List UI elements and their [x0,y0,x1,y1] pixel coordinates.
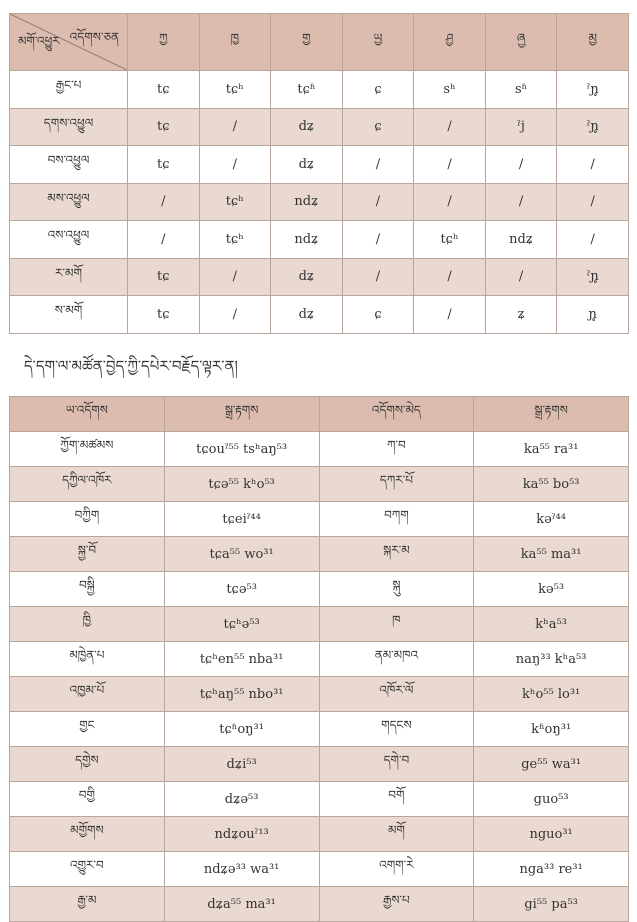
column-header: ཁྱ [199,14,271,71]
table-cell: tɕʰ [199,221,271,259]
pronunciation: nguo³¹ [474,817,629,852]
pronunciation: ka⁵⁵ ra³¹ [474,432,629,467]
table-row [10,572,629,607]
column-header: སྒྲ་རྟགས [164,397,319,432]
table-cell: / [557,221,629,259]
examples-table [9,396,629,922]
table-cell: tɕ [128,71,200,109]
pronunciation: tɕeiˀ⁴⁴ [164,502,319,537]
table-row [10,71,629,109]
table-row [10,432,629,467]
pronunciation: tɕʰə⁵³ [164,607,319,642]
pronunciation: tɕʱoŋ³¹ [164,712,319,747]
row-label: བས་འཕྱུལ [10,146,128,184]
table-cell: dʑ [271,146,343,184]
diagonal-header-cell [10,14,128,71]
table-row [10,108,629,146]
table-row [10,607,629,642]
tibetan-word: གྱང [10,712,165,747]
table-cell: / [128,183,200,221]
table-cell: ndʑ [485,221,557,259]
pronunciation: gi⁵⁵ pa⁵³ [474,887,629,922]
table-cell: ʑ [485,296,557,334]
table-cell: / [485,146,557,184]
table-cell: / [414,296,486,334]
tibetan-word: འགྱུར་བ [10,852,165,887]
table-cell: tɕ [128,296,200,334]
tibetan-word: འཁྱམ་པོ [10,677,165,712]
pronunciation: dʑə⁵³ [164,782,319,817]
tibetan-word: ནམ་མཁའ [319,642,474,677]
column-header: མྱ [557,14,629,71]
table-cell: / [128,221,200,259]
tibetan-word: དཀར་པོ [319,467,474,502]
table-cell: / [414,146,486,184]
pronunciation: dʑa⁵⁵ ma³¹ [164,887,319,922]
table-cell: / [342,258,414,296]
table-cell: sʰ [414,71,486,109]
table-row [10,852,629,887]
table-row [10,537,629,572]
column-header: ཞྱ [485,14,557,71]
table-cell: / [342,183,414,221]
tibetan-word: འགག་རེ [319,852,474,887]
tibetan-word: མཁྱེན་པ [10,642,165,677]
table-cell: tɕ [128,146,200,184]
row-label: དགས་འཕྱུལ [10,108,128,146]
tibetan-word: བཀག [319,502,474,537]
pronunciation: kə⁵³ [474,572,629,607]
table-row [10,747,629,782]
table-cell: / [414,183,486,221]
table-cell: sʱ [485,71,557,109]
table-row [10,502,629,537]
table-cell: ndʑ [271,183,343,221]
tibetan-word: རྒྱ་མ [10,887,165,922]
table-cell: ˀɲ̥ [557,71,629,109]
table-cell: ɲ̥ [557,296,629,334]
table-row [10,782,629,817]
tibetan-word: བསྐྱི [10,572,165,607]
table-cell: ɕ [342,71,414,109]
table-cell: / [557,183,629,221]
table-row [10,642,629,677]
column-header: ཡ་འདོགས [10,397,165,432]
table-row [10,296,629,334]
table-cell: / [485,183,557,221]
column-header: ཀྱ [128,14,200,71]
pronunciation: dʑi⁵³ [164,747,319,782]
tibetan-word: ཁྱི [10,607,165,642]
tibetan-word: དགེ་བ [319,747,474,782]
pronunciation: ka⁵⁵ bo⁵³ [474,467,629,502]
pronunciation: kʰa⁵³ [474,607,629,642]
table-cell: / [342,146,414,184]
table-cell: dʑ [271,108,343,146]
table-cell: tɕʰ [414,221,486,259]
table-cell: ɕ [342,296,414,334]
table-cell: tɕ [128,258,200,296]
tibetan-word: ཁ [319,607,474,642]
row-label: མས་འཕྱུལ [10,183,128,221]
row-label: ས་མགོ [10,296,128,334]
table-cell: tɕʰ [199,71,271,109]
table-row [10,146,629,184]
row-label: རྒྱང་པ [10,71,128,109]
pronunciation: kʰo⁵⁵ lo³¹ [474,677,629,712]
table-row [10,817,629,852]
table-cell: tɕʰ [199,183,271,221]
column-header: ཤྱ [414,14,486,71]
table-cell: dʑ [271,258,343,296]
example-intro-text: དེ་དག་ལ་མཚོན་བྱེད་ཀྱི་དཔེར་བརྗོད་ལྟར་ན། [24,357,238,375]
tibetan-word: སྐྱ་བོ [10,537,165,572]
table-cell: / [199,296,271,334]
tibetan-word: མགོ [319,817,474,852]
table-cell: tɕʱ [271,71,343,109]
corner-bottom-label: མགོ་འཕྱུར [18,34,60,48]
tibetan-word: ཀ་བ [319,432,474,467]
tibetan-word: མགྱོགས [10,817,165,852]
tibetan-word: འཁོར་ལོ [319,677,474,712]
pronunciation: nga³³ re³¹ [474,852,629,887]
table-cell: ˀɲ̥ [557,258,629,296]
table-row [10,887,629,922]
table-cell: / [342,221,414,259]
table-header-row [10,14,629,71]
column-header: ཡྱ [342,14,414,71]
pronunciation: ge⁵⁵ wa³¹ [474,747,629,782]
table-cell: ˀj [485,108,557,146]
table-row [10,712,629,747]
table-cell: ɕ [342,108,414,146]
table-cell: ˀɲ̥ [557,108,629,146]
table-header-row [10,397,629,432]
table-cell: / [199,108,271,146]
table-cell: / [199,258,271,296]
pronunciation: kʱoŋ³¹ [474,712,629,747]
tibetan-word: ཀྱོག་མཚམས [10,432,165,467]
pronunciation: ka⁵⁵ ma³¹ [474,537,629,572]
pronunciation: tɕʰaŋ⁵⁵ nbo³¹ [164,677,319,712]
table-cell: dʑ [271,296,343,334]
table-row [10,221,629,259]
column-header: སྒྲ་རྟགས [474,397,629,432]
tibetan-word: བགྱི [10,782,165,817]
column-header: འདོགས་མེད [319,397,474,432]
pronunciation: kəˀ⁴⁴ [474,502,629,537]
table-row [10,467,629,502]
row-label: འས་འཕྱུལ [10,221,128,259]
pronunciation: tɕə⁵³ [164,572,319,607]
column-header: གྱ [271,14,343,71]
table-row [10,677,629,712]
pronunciation: tɕə⁵⁵ kʰo⁵³ [164,467,319,502]
tibetan-word: སྐར་མ [319,537,474,572]
pronunciation: ndʑə³³ wa³¹ [164,852,319,887]
table-cell: / [414,258,486,296]
table-cell: tɕ [128,108,200,146]
row-label: ར་མགོ [10,258,128,296]
table-row [10,183,629,221]
table-cell: / [557,146,629,184]
tibetan-word: དགྱེས [10,747,165,782]
table-cell: / [414,108,486,146]
pronunciation: guo⁵³ [474,782,629,817]
pronunciation: ndʑouˀ¹³ [164,817,319,852]
tibetan-word: གདངས [319,712,474,747]
pronunciation: tɕʰen⁵⁵ nba³¹ [164,642,319,677]
pronunciation: naŋ³³ kʰa⁵³ [474,642,629,677]
pronunciation: tɕa⁵⁵ wo³¹ [164,537,319,572]
tibetan-word: བགོ [319,782,474,817]
tibetan-word: རྒྱས་པ [319,887,474,922]
pronunciation: tɕouˀ⁵⁵ tsʰaŋ⁵³ [164,432,319,467]
table-cell: ndʑ [271,221,343,259]
tibetan-word: སྐུ [319,572,474,607]
table-cell: / [199,146,271,184]
corner-top-label: འདོགས་ཅན [69,30,119,44]
tibetan-word: བཀྱིག [10,502,165,537]
table-cell: / [485,258,557,296]
tibetan-word: དཀྱིལ་འཁོར [10,467,165,502]
table-row [10,258,629,296]
consonant-table [9,13,629,334]
